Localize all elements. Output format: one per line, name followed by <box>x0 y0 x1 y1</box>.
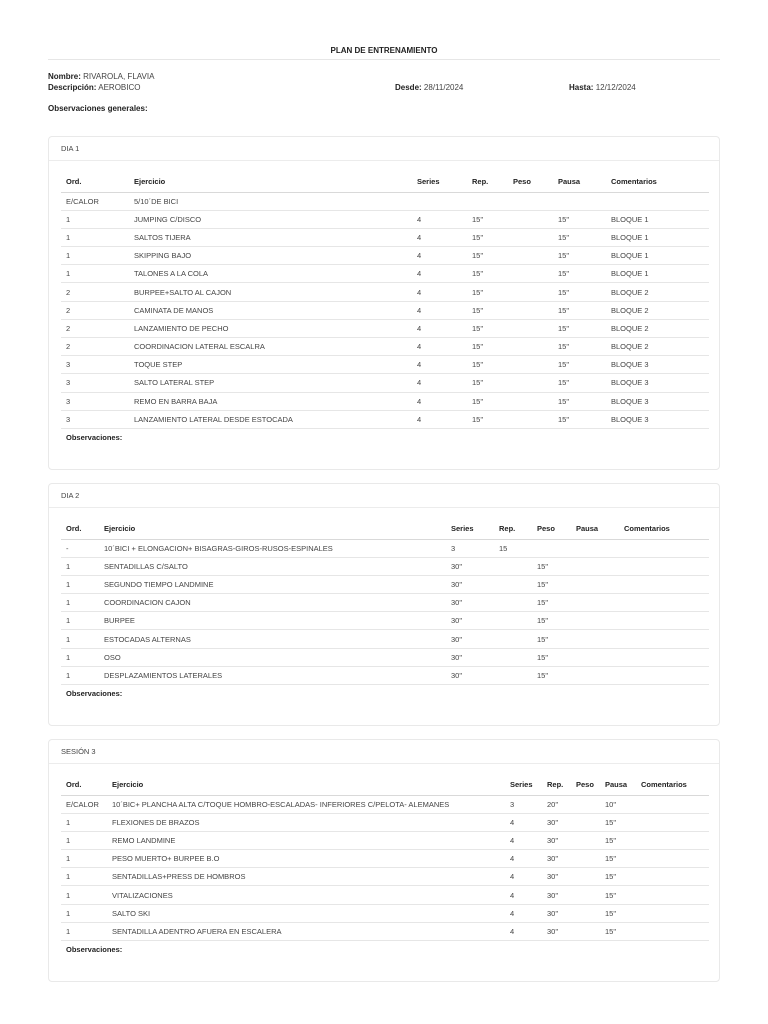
cell-ejercicio: FLEXIONES DE BRAZOS <box>107 813 505 831</box>
cell-series: 30" <box>446 666 494 684</box>
cell-pausa: 15" <box>553 247 606 265</box>
cell-peso <box>508 247 553 265</box>
cell-series: 4 <box>505 922 542 940</box>
table-row <box>61 338 709 356</box>
cell-ejercicio: PESO MUERTO+ BURPEE B.O <box>107 850 505 868</box>
observaciones-label: Observaciones: <box>66 945 123 954</box>
table-row <box>61 850 709 868</box>
cell-comentarios: BLOQUE 2 <box>606 283 709 301</box>
cell-peso <box>508 374 553 392</box>
cell-comentarios <box>636 813 709 831</box>
cell-series: 3 <box>505 795 542 813</box>
observaciones-generales-label: Observaciones generales: <box>48 104 148 113</box>
cell-series: 4 <box>412 392 467 410</box>
cell-pausa <box>571 666 619 684</box>
table-row <box>61 594 709 612</box>
cell-comentarios <box>619 612 709 630</box>
cell-comentarios: BLOQUE 3 <box>606 392 709 410</box>
cell-pausa: 15" <box>553 228 606 246</box>
table-row <box>61 356 709 374</box>
cell-comentarios <box>636 886 709 904</box>
cell-ejercicio: 10´BICI + ELONGACION+ BISAGRAS-GIROS-RUSOS-ESPINALES <box>99 539 446 557</box>
col-ord: Ord. <box>61 172 129 192</box>
cell-comentarios: BLOQUE 3 <box>606 356 709 374</box>
cell-peso <box>508 210 553 228</box>
cell-peso <box>571 904 600 922</box>
table-row <box>61 557 709 575</box>
cell-pausa <box>571 539 619 557</box>
cell-rep: 15 <box>494 539 532 557</box>
cell-ord: 1 <box>61 228 129 246</box>
cell-series: 4 <box>505 886 542 904</box>
observaciones-generales <box>48 104 148 113</box>
cell-series: 4 <box>412 410 467 428</box>
table-row <box>61 922 709 940</box>
cell-pausa: 15" <box>600 868 636 886</box>
cell-rep <box>494 648 532 666</box>
table-row <box>61 228 709 246</box>
cell-comentarios: BLOQUE 2 <box>606 319 709 337</box>
cell-pausa: 15" <box>600 904 636 922</box>
cell-ejercicio: SENTADILLAS+PRESS DE HOMBROS <box>107 868 505 886</box>
cell-peso: 15" <box>532 666 571 684</box>
cell-rep <box>494 557 532 575</box>
cell-comentarios <box>636 922 709 940</box>
col-peso: Peso <box>532 519 571 539</box>
cell-comentarios <box>619 666 709 684</box>
cell-ejercicio: COORDINACION CAJON <box>99 594 446 612</box>
col-rep: Rep. <box>542 775 571 795</box>
cell-comentarios <box>636 831 709 849</box>
cell-rep: 30'' <box>542 831 571 849</box>
cell-rep: 30'' <box>542 850 571 868</box>
cell-comentarios <box>636 795 709 813</box>
cell-ejercicio: SALTO SKI <box>107 904 505 922</box>
cell-pausa: 15" <box>553 410 606 428</box>
cell-ejercicio: SALTOS TIJERA <box>129 228 412 246</box>
hasta-label: Hasta: <box>569 83 594 92</box>
desde-value: 28/11/2024 <box>423 83 464 92</box>
exercise-table <box>61 775 709 941</box>
table-row <box>61 868 709 886</box>
col-comentarios: Comentarios <box>606 172 709 192</box>
cell-peso <box>508 392 553 410</box>
cell-ord: - <box>61 539 99 557</box>
cell-series: 3 <box>446 539 494 557</box>
cell-peso <box>571 868 600 886</box>
col-rep: Rep. <box>467 172 508 192</box>
col-series: Series <box>446 519 494 539</box>
cell-ord: 3 <box>61 410 129 428</box>
cell-rep: 15'' <box>467 392 508 410</box>
cell-series <box>412 192 467 210</box>
cell-pausa: 15" <box>553 374 606 392</box>
cell-ord: 2 <box>61 283 129 301</box>
cell-pausa: 15" <box>553 265 606 283</box>
table-row <box>61 648 709 666</box>
cell-comentarios: BLOQUE 2 <box>606 301 709 319</box>
cell-pausa: 15" <box>553 283 606 301</box>
cell-rep: 15'' <box>467 283 508 301</box>
hasta-line <box>569 83 636 92</box>
cell-ord: 2 <box>61 319 129 337</box>
table-row <box>61 319 709 337</box>
cell-peso <box>508 301 553 319</box>
table-header-row <box>61 172 709 192</box>
page-title: PLAN DE ENTRENAMIENTO <box>330 46 438 55</box>
cell-comentarios <box>619 539 709 557</box>
observaciones-label: Observaciones: <box>66 689 123 698</box>
cell-peso <box>508 192 553 210</box>
cell-ord: 1 <box>61 630 99 648</box>
nombre-line <box>48 72 154 81</box>
table-row <box>61 612 709 630</box>
cell-pausa: 15" <box>553 392 606 410</box>
cell-rep <box>494 575 532 593</box>
table-row <box>61 392 709 410</box>
cell-pausa: 15" <box>553 210 606 228</box>
cell-rep: 15'' <box>467 247 508 265</box>
cell-rep <box>494 666 532 684</box>
descripcion-line <box>48 83 140 92</box>
cell-ejercicio: SEGUNDO TIEMPO LANDMINE <box>99 575 446 593</box>
cell-series: 4 <box>505 850 542 868</box>
cell-peso <box>571 922 600 940</box>
cell-series: 30" <box>446 612 494 630</box>
exercise-table <box>61 172 709 429</box>
cell-series: 4 <box>505 831 542 849</box>
observaciones-label: Observaciones: <box>66 433 123 442</box>
cell-peso <box>532 539 571 557</box>
cell-peso <box>571 831 600 849</box>
cell-pausa <box>553 192 606 210</box>
cell-series: 4 <box>412 356 467 374</box>
cell-comentarios <box>619 557 709 575</box>
cell-ord: 1 <box>61 904 107 922</box>
cell-rep: 15'' <box>467 301 508 319</box>
cell-pausa: 15" <box>553 319 606 337</box>
table-row <box>61 539 709 557</box>
cell-pausa: 15" <box>600 813 636 831</box>
cell-ejercicio: CAMINATA DE MANOS <box>129 301 412 319</box>
cell-rep: 15'' <box>467 265 508 283</box>
cell-ord: 1 <box>61 210 129 228</box>
cell-peso: 15" <box>532 594 571 612</box>
cell-pausa <box>571 630 619 648</box>
cell-series: 30" <box>446 630 494 648</box>
cell-rep: 30'' <box>542 868 571 886</box>
col-ord: Ord. <box>61 519 99 539</box>
cell-comentarios <box>619 575 709 593</box>
cell-comentarios <box>619 648 709 666</box>
cell-pausa <box>571 594 619 612</box>
cell-ord: 3 <box>61 356 129 374</box>
cell-ord: 1 <box>61 886 107 904</box>
cell-comentarios <box>619 594 709 612</box>
cell-rep: 15'' <box>467 338 508 356</box>
cell-peso <box>571 795 600 813</box>
col-series: Series <box>505 775 542 795</box>
cell-peso <box>508 319 553 337</box>
cell-rep: 15'' <box>467 356 508 374</box>
table-row <box>61 575 709 593</box>
cell-ejercicio: SENTADILLAS C/SALTO <box>99 557 446 575</box>
col-pausa: Pausa <box>553 172 606 192</box>
cell-peso <box>508 265 553 283</box>
cell-peso <box>508 283 553 301</box>
cell-peso <box>571 813 600 831</box>
cell-series: 4 <box>412 265 467 283</box>
cell-ejercicio: TOQUE STEP <box>129 356 412 374</box>
cell-peso <box>571 886 600 904</box>
cell-pausa: 15" <box>600 831 636 849</box>
cell-pausa: 15" <box>553 301 606 319</box>
cell-peso: 15" <box>532 630 571 648</box>
cell-ejercicio: ESTOCADAS ALTERNAS <box>99 630 446 648</box>
nombre-value: RIVAROLA, FLAVIA <box>83 72 155 81</box>
col-comentarios: Comentarios <box>619 519 709 539</box>
cell-ord: 1 <box>61 868 107 886</box>
cell-series: 30" <box>446 594 494 612</box>
cell-ord: 3 <box>61 374 129 392</box>
cell-peso <box>508 356 553 374</box>
cell-comentarios: BLOQUE 1 <box>606 228 709 246</box>
cell-pausa <box>571 557 619 575</box>
cell-ejercicio: SALTO LATERAL STEP <box>129 374 412 392</box>
cell-comentarios: BLOQUE 2 <box>606 338 709 356</box>
table-row <box>61 410 709 428</box>
cell-rep: 30'' <box>542 922 571 940</box>
day-title: DIA 1 <box>49 137 719 161</box>
cell-comentarios <box>636 850 709 868</box>
cell-ejercicio: LANZAMIENTO DE PECHO <box>129 319 412 337</box>
cell-comentarios: BLOQUE 3 <box>606 410 709 428</box>
cell-series: 4 <box>412 228 467 246</box>
cell-pausa <box>571 612 619 630</box>
cell-comentarios <box>619 630 709 648</box>
table-row <box>61 301 709 319</box>
cell-series: 4 <box>412 319 467 337</box>
cell-ejercicio: 10´BIC+ PLANCHA ALTA C/TOQUE HOMBRO-ESCALADAS- INFERIORES C/PELOTA- ALEMANES <box>107 795 505 813</box>
table-row <box>61 283 709 301</box>
cell-peso <box>508 410 553 428</box>
cell-rep <box>494 612 532 630</box>
table-row <box>61 265 709 283</box>
cell-pausa: 15" <box>600 922 636 940</box>
cell-ord: 1 <box>61 648 99 666</box>
desde-line <box>395 83 463 92</box>
cell-comentarios <box>636 868 709 886</box>
cell-ejercicio: REMO LANDMINE <box>107 831 505 849</box>
cell-ord: 1 <box>61 265 129 283</box>
hasta-value: 12/12/2024 <box>595 83 636 92</box>
title-divider <box>48 59 720 60</box>
cell-ord: 1 <box>61 813 107 831</box>
cell-series: 4 <box>505 904 542 922</box>
table-row <box>61 192 709 210</box>
cell-series: 30" <box>446 575 494 593</box>
cell-ejercicio: REMO EN BARRA BAJA <box>129 392 412 410</box>
cell-pausa: 15" <box>553 356 606 374</box>
cell-ord: 2 <box>61 301 129 319</box>
cell-comentarios <box>606 192 709 210</box>
cell-series: 4 <box>412 210 467 228</box>
table-row <box>61 247 709 265</box>
cell-comentarios: BLOQUE 3 <box>606 374 709 392</box>
col-pausa: Pausa <box>600 775 636 795</box>
cell-ord: 3 <box>61 392 129 410</box>
table-row <box>61 666 709 684</box>
table-row <box>61 886 709 904</box>
col-ejercicio: Ejercicio <box>129 172 412 192</box>
cell-series: 4 <box>412 283 467 301</box>
cell-ejercicio: COORDINACION LATERAL ESCALRA <box>129 338 412 356</box>
cell-rep: 15'' <box>467 410 508 428</box>
cell-ejercicio: DESPLAZAMIENTOS LATERALES <box>99 666 446 684</box>
cell-ejercicio: SENTADILLA ADENTRO AFUERA EN ESCALERA <box>107 922 505 940</box>
col-ejercicio: Ejercicio <box>107 775 505 795</box>
cell-rep: 15'' <box>467 228 508 246</box>
cell-comentarios <box>636 904 709 922</box>
cell-rep: 15'' <box>467 210 508 228</box>
cell-ord: 1 <box>61 850 107 868</box>
cell-series: 30" <box>446 648 494 666</box>
nombre-label: Nombre: <box>48 72 81 81</box>
cell-rep: 15'' <box>467 374 508 392</box>
cell-ord: 1 <box>61 247 129 265</box>
day-title: SESIÓN 3 <box>49 740 719 764</box>
cell-pausa <box>571 648 619 666</box>
table-header-row <box>61 775 709 795</box>
cell-pausa: 10" <box>600 795 636 813</box>
exercise-table <box>61 519 709 685</box>
col-comentarios: Comentarios <box>636 775 709 795</box>
cell-ejercicio: LANZAMIENTO LATERAL DESDE ESTOCADA <box>129 410 412 428</box>
table-row <box>61 831 709 849</box>
cell-peso <box>508 338 553 356</box>
cell-ejercicio: OSO <box>99 648 446 666</box>
cell-ord: 1 <box>61 557 99 575</box>
cell-comentarios: BLOQUE 1 <box>606 210 709 228</box>
cell-ord: 1 <box>61 575 99 593</box>
cell-ejercicio: 5/10´DE BICI <box>129 192 412 210</box>
day-title: DIA 2 <box>49 484 719 508</box>
day-card-3 <box>48 739 720 982</box>
desde-label: Desde: <box>395 83 422 92</box>
table-row <box>61 795 709 813</box>
cell-pausa: 15" <box>553 338 606 356</box>
cell-rep: 30'' <box>542 886 571 904</box>
cell-peso: 15" <box>532 557 571 575</box>
descripcion-value: AEROBICO <box>98 83 141 92</box>
table-header-row <box>61 519 709 539</box>
col-peso: Peso <box>508 172 553 192</box>
table-row <box>61 813 709 831</box>
col-series: Series <box>412 172 467 192</box>
cell-ejercicio: BURPEE <box>99 612 446 630</box>
cell-ord: 2 <box>61 338 129 356</box>
cell-series: 4 <box>505 868 542 886</box>
cell-peso: 15" <box>532 575 571 593</box>
cell-ejercicio: TALONES A LA COLA <box>129 265 412 283</box>
col-pausa: Pausa <box>571 519 619 539</box>
cell-series: 4 <box>412 301 467 319</box>
cell-series: 4 <box>505 813 542 831</box>
cell-ord: 1 <box>61 612 99 630</box>
cell-rep: 20'' <box>542 795 571 813</box>
cell-ord: 1 <box>61 831 107 849</box>
day-card-1 <box>48 136 720 470</box>
cell-peso: 15" <box>532 612 571 630</box>
cell-ord: 1 <box>61 594 99 612</box>
cell-ord: 1 <box>61 922 107 940</box>
cell-rep: 30'' <box>542 813 571 831</box>
col-peso: Peso <box>571 775 600 795</box>
table-row <box>61 630 709 648</box>
cell-ord: 1 <box>61 666 99 684</box>
cell-pausa <box>571 575 619 593</box>
cell-rep: 30'' <box>542 904 571 922</box>
cell-rep: 15'' <box>467 319 508 337</box>
cell-rep <box>494 594 532 612</box>
cell-comentarios: BLOQUE 1 <box>606 247 709 265</box>
table-row <box>61 904 709 922</box>
col-rep: Rep. <box>494 519 532 539</box>
cell-peso <box>571 850 600 868</box>
cell-ejercicio: JUMPING C/DISCO <box>129 210 412 228</box>
cell-series: 4 <box>412 374 467 392</box>
cell-rep <box>467 192 508 210</box>
cell-series: 4 <box>412 338 467 356</box>
cell-rep <box>494 630 532 648</box>
cell-peso: 15" <box>532 648 571 666</box>
descripcion-label: Descripción: <box>48 83 97 92</box>
table-row <box>61 210 709 228</box>
cell-pausa: 15" <box>600 850 636 868</box>
cell-comentarios: BLOQUE 1 <box>606 265 709 283</box>
cell-ord: E/CALOR <box>61 192 129 210</box>
cell-series: 4 <box>412 247 467 265</box>
cell-ord: E/CALOR <box>61 795 107 813</box>
cell-peso <box>508 228 553 246</box>
day-card-2 <box>48 483 720 726</box>
cell-ejercicio: BURPEE+SALTO AL CAJON <box>129 283 412 301</box>
cell-pausa: 15" <box>600 886 636 904</box>
cell-ejercicio: SKIPPING BAJO <box>129 247 412 265</box>
cell-series: 30" <box>446 557 494 575</box>
col-ejercicio: Ejercicio <box>99 519 446 539</box>
table-row <box>61 374 709 392</box>
col-ord: Ord. <box>61 775 107 795</box>
cell-ejercicio: VITALIZACIONES <box>107 886 505 904</box>
